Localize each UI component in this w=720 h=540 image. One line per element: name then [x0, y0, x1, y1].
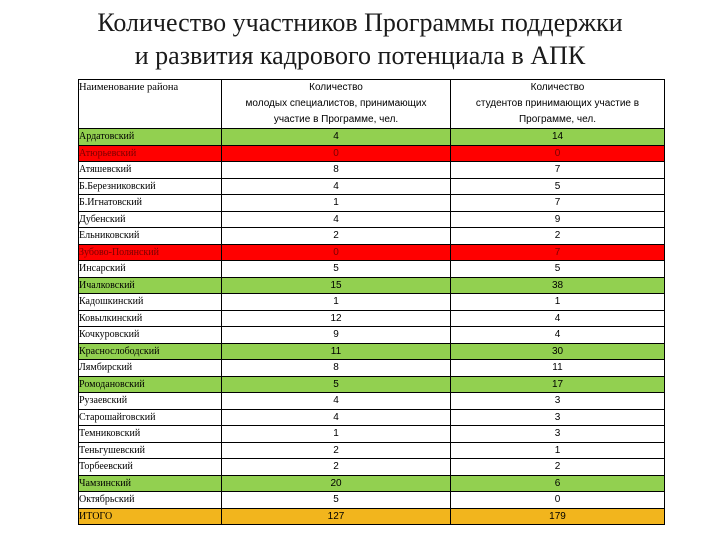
district-name-cell: Ельниковский — [79, 228, 222, 245]
district-name-cell: Теньгушевский — [79, 442, 222, 459]
district-name-cell: Лямбирский — [79, 360, 222, 377]
young-specialists-cell: 1 — [222, 294, 451, 311]
table-body — [79, 129, 665, 525]
table-row — [79, 129, 665, 146]
district-name-cell: Старошайговский — [79, 409, 222, 426]
participants-table — [78, 79, 665, 525]
header-students-line-1: Количество — [530, 82, 585, 93]
students-cell: 11 — [451, 360, 665, 377]
table-row — [79, 244, 665, 261]
young-specialists-cell: 11 — [222, 343, 451, 360]
table-row — [79, 327, 665, 344]
table-row — [79, 261, 665, 278]
students-cell: 17 — [451, 376, 665, 393]
students-cell: 6 — [451, 475, 665, 492]
header-students — [451, 80, 665, 129]
header-students-line-2: студентов принимающих участие в — [475, 98, 640, 109]
students-cell: 1 — [451, 294, 665, 311]
young-specialists-cell: 8 — [222, 162, 451, 179]
students-cell: 3 — [451, 409, 665, 426]
students-cell: 2 — [451, 228, 665, 245]
young-specialists-cell: 0 — [222, 145, 451, 162]
young-specialists-cell: 4 — [222, 393, 451, 410]
students-cell: 2 — [451, 459, 665, 476]
young-specialists-cell: 4 — [222, 178, 451, 195]
district-name-cell: Октябрьский — [79, 492, 222, 509]
district-name-cell: Инсарский — [79, 261, 222, 278]
district-name-cell: Атюрьевский — [79, 145, 222, 162]
district-name-cell: Ромодановский — [79, 376, 222, 393]
district-name-cell: Ковылкинский — [79, 310, 222, 327]
students-cell: 38 — [451, 277, 665, 294]
table-row — [79, 393, 665, 410]
district-name-cell: Атяшевский — [79, 162, 222, 179]
table-row — [79, 310, 665, 327]
district-name-cell: Чамзинский — [79, 475, 222, 492]
district-name-cell: Кадошкинский — [79, 294, 222, 311]
district-name-cell: ИТОГО — [79, 508, 222, 525]
table-row — [79, 277, 665, 294]
header-district: Наименование района — [79, 80, 222, 129]
students-cell: 5 — [451, 178, 665, 195]
district-name-cell: Б.Игнатовский — [79, 195, 222, 212]
table-row — [79, 409, 665, 426]
district-name-cell: Ардатовский — [79, 129, 222, 146]
table-row — [79, 178, 665, 195]
district-name-cell: Темниковский — [79, 426, 222, 443]
young-specialists-cell: 4 — [222, 409, 451, 426]
young-specialists-cell: 4 — [222, 129, 451, 146]
young-specialists-cell: 127 — [222, 508, 451, 525]
table-row — [79, 492, 665, 509]
students-cell: 4 — [451, 327, 665, 344]
students-cell: 0 — [451, 145, 665, 162]
students-cell: 1 — [451, 442, 665, 459]
young-specialists-cell: 9 — [222, 327, 451, 344]
table-header-row — [79, 80, 665, 129]
district-name-cell: Рузаевский — [79, 393, 222, 410]
district-name-cell: Ичалковский — [79, 277, 222, 294]
district-name-cell: Краснослободский — [79, 343, 222, 360]
young-specialists-cell: 4 — [222, 211, 451, 228]
district-name-cell: Торбеевский — [79, 459, 222, 476]
district-name-cell: Б.Березниковский — [79, 178, 222, 195]
header-young-line-3: участие в Программе, чел. — [273, 114, 399, 125]
young-specialists-cell: 5 — [222, 261, 451, 278]
table-row — [79, 294, 665, 311]
young-specialists-cell: 12 — [222, 310, 451, 327]
table-row — [79, 475, 665, 492]
young-specialists-cell: 5 — [222, 376, 451, 393]
table-row — [79, 195, 665, 212]
students-cell: 7 — [451, 195, 665, 212]
young-specialists-cell: 8 — [222, 360, 451, 377]
table-row — [79, 508, 665, 525]
students-cell: 9 — [451, 211, 665, 228]
students-cell: 5 — [451, 261, 665, 278]
young-specialists-cell: 2 — [222, 442, 451, 459]
young-specialists-cell: 2 — [222, 459, 451, 476]
students-cell: 3 — [451, 393, 665, 410]
students-cell: 4 — [451, 310, 665, 327]
title-line-2: и развития кадрового потенциала в АПК — [134, 41, 586, 70]
students-cell: 14 — [451, 129, 665, 146]
young-specialists-cell: 0 — [222, 244, 451, 261]
district-name-cell: Дубенский — [79, 211, 222, 228]
header-young-line-1: Количество — [309, 82, 363, 93]
table-row — [79, 162, 665, 179]
table-row — [79, 360, 665, 377]
header-young-specialists — [222, 80, 451, 129]
students-cell: 7 — [451, 162, 665, 179]
table-row — [79, 442, 665, 459]
table-row — [79, 426, 665, 443]
district-name-cell: Кочкуровский — [79, 327, 222, 344]
students-cell: 0 — [451, 492, 665, 509]
table-row — [79, 376, 665, 393]
table-row — [79, 228, 665, 245]
young-specialists-cell: 15 — [222, 277, 451, 294]
young-specialists-cell: 2 — [222, 228, 451, 245]
header-young-line-2: молодых специалистов, принимающих — [245, 98, 427, 109]
young-specialists-cell: 1 — [222, 195, 451, 212]
students-cell: 7 — [451, 244, 665, 261]
young-specialists-cell: 5 — [222, 492, 451, 509]
table-row — [79, 459, 665, 476]
table-row — [79, 145, 665, 162]
students-cell: 30 — [451, 343, 665, 360]
page-title — [0, 6, 720, 72]
header-students-line-3: Программе, чел. — [518, 114, 596, 125]
young-specialists-cell: 1 — [222, 426, 451, 443]
students-cell: 179 — [451, 508, 665, 525]
young-specialists-cell: 20 — [222, 475, 451, 492]
table-row — [79, 343, 665, 360]
district-name-cell: Зубово-Полянский — [79, 244, 222, 261]
title-line-1: Количество участников Программы поддержки — [97, 8, 623, 37]
students-cell: 3 — [451, 426, 665, 443]
table-row — [79, 211, 665, 228]
